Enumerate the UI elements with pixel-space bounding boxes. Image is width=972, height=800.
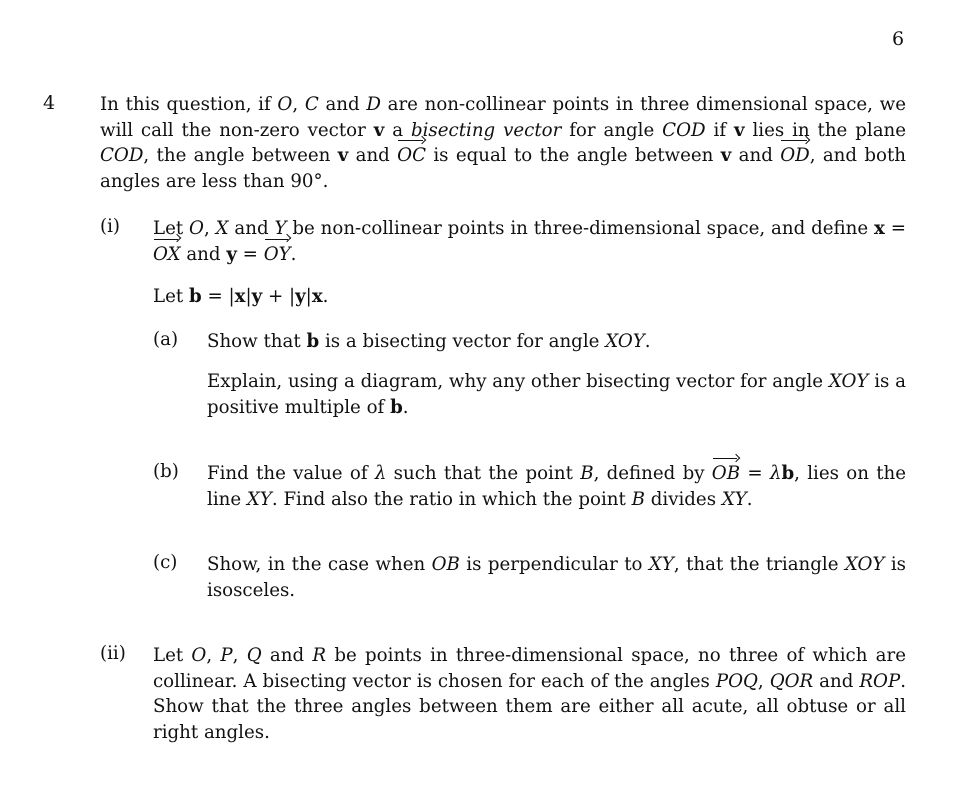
part-i-span: Let [153,218,190,239]
intro-text: and [318,94,367,115]
intro-text: if [705,119,734,141]
part-b-span: . [746,488,753,510]
part-b-span: . Find also the ratio in which the point [271,488,632,510]
intro-text: , the angle between [143,145,338,166]
vector-v: v [733,119,745,141]
intro-text: is equal to the angle between [426,145,721,166]
let-b-span: + | [262,286,296,307]
math-B: B [580,463,594,484]
part-ii-span: , [757,670,770,692]
vector-OY: OY [264,242,291,268]
intro-text: a [384,119,411,141]
part-i-text [153,216,906,267]
part-ii-span: Let [153,645,192,666]
part-c-span: is isosceles. [207,554,907,601]
vector-x: x [234,286,246,307]
math-P: P [220,645,233,666]
defined-term: bisecting vector [410,119,562,141]
vector-v: v [373,119,385,141]
math-O: O [189,218,204,239]
math-D: D [366,94,381,115]
math-O: O [277,94,293,115]
vector-OD: OD [780,143,810,169]
part-c-span: Show, in the case when [207,554,432,575]
part-c-text [207,552,906,603]
intro-text: lies in the plane [744,119,907,141]
math-X: X [215,218,229,239]
part-c-span: , that the triangle [673,554,845,575]
part-i-span: , [203,218,216,239]
math-B: B [631,488,645,510]
part-ii-span: be points in three-dimensional space, no three of which are collinear. A bisecting vector is chosen for each of the angles [153,645,906,692]
part-a-text [207,329,906,355]
intro-text: In this question, if [100,94,278,115]
intro-text: and [731,145,781,166]
math-QOR: QOR [769,670,814,692]
vector-OX: OX [153,242,181,268]
part-ii-label: (ii) [100,643,126,664]
part-a-label: (a) [153,329,179,350]
question-number: 4 [43,92,56,114]
vector-y: y [251,286,263,307]
math-Y: Y [274,218,287,239]
math-ROP: ROP [859,670,901,692]
vector-b: b [390,396,403,418]
math-XOY: XOY [844,554,885,575]
part-i-span: and [228,218,275,239]
math-lambda: λ [769,463,782,484]
math-XOY: XOY [605,331,645,352]
intro-text: , [292,94,305,115]
math-XY: XY [246,488,272,510]
part-b-span: Find the value of [207,463,375,484]
vector-OC: OC [397,143,426,169]
vector-v: v [337,145,349,166]
let-b-span: | [245,286,252,307]
let-b-span: = | [201,286,235,307]
math-COD: COD [100,145,144,166]
math-XY: XY [721,488,747,510]
let-b-span: . [322,286,329,307]
intro-text: for angle [561,119,663,141]
part-b-span: = [740,463,770,484]
math-POQ: POQ [715,670,758,692]
part-ii-span: and [261,645,313,666]
part-ii-span: . Show that the three angles between them are either all acute, all obtuse or all right angles. [153,670,906,743]
vector-b: b [188,286,202,307]
math-O: O [191,645,207,666]
math-lambda: λ [374,463,387,484]
part-i-span: . [290,243,297,265]
math-XOY: XOY [828,371,869,392]
part-a-span: Show that [207,331,307,352]
part-ii-span: and [813,670,860,692]
part-b-label: (b) [153,461,179,482]
intro-text: and [348,145,398,166]
vector-b: b [306,331,320,352]
part-c-span: is perpendicular to [459,554,649,575]
page-number: 6 [892,28,905,50]
math-COD: COD [662,119,706,141]
vector-b: b [781,463,795,484]
part-b-span: divides [644,488,722,510]
part-a-explain [207,369,906,420]
math-Q: Q [246,645,262,666]
vector-y: y [295,286,306,307]
vector-x: x [874,218,885,239]
part-b-span: such that the point [386,463,581,484]
part-a-span: is a bisecting vector for angle [319,331,606,352]
part-ii-span: , [232,645,247,666]
intro-text: , and both angles are less than 90°. [100,145,906,192]
part-c-label: (c) [153,552,178,573]
part-i-span: be non-collinear points in three-dimensional space, and define [286,218,875,239]
let-b-span: | [305,286,312,307]
math-R: R [312,645,327,666]
part-i-span: = [884,218,906,239]
let-b-span: Let [153,286,189,307]
part-a-span: . [402,396,409,418]
part-b-span: , defined by [593,463,712,484]
part-i-span: and [180,243,227,265]
intro-text: are non-collinear points in three dimensional space, we will call the non-zero vector [100,94,906,141]
part-a-span: . [644,331,651,352]
let-b-definition [153,284,553,310]
part-i-span: = [236,243,264,265]
vector-y: y [226,243,237,265]
part-b-span: , lies on the line [207,463,906,510]
part-a-span: Explain, using a diagram, why any other bisecting vector for angle [207,371,829,392]
part-ii-text [153,643,906,745]
part-ii-span: , [206,645,221,666]
vector-v: v [720,145,732,166]
math-C: C [304,94,319,115]
vector-OB: OB [712,461,740,487]
math-OB: OB [431,554,460,575]
math-XY: XY [648,554,674,575]
part-b-text [207,461,906,512]
part-i-label: (i) [100,216,121,237]
question-intro [100,92,906,194]
vector-x: x [311,286,323,307]
part-a-span: is a positive multiple of [207,371,906,418]
